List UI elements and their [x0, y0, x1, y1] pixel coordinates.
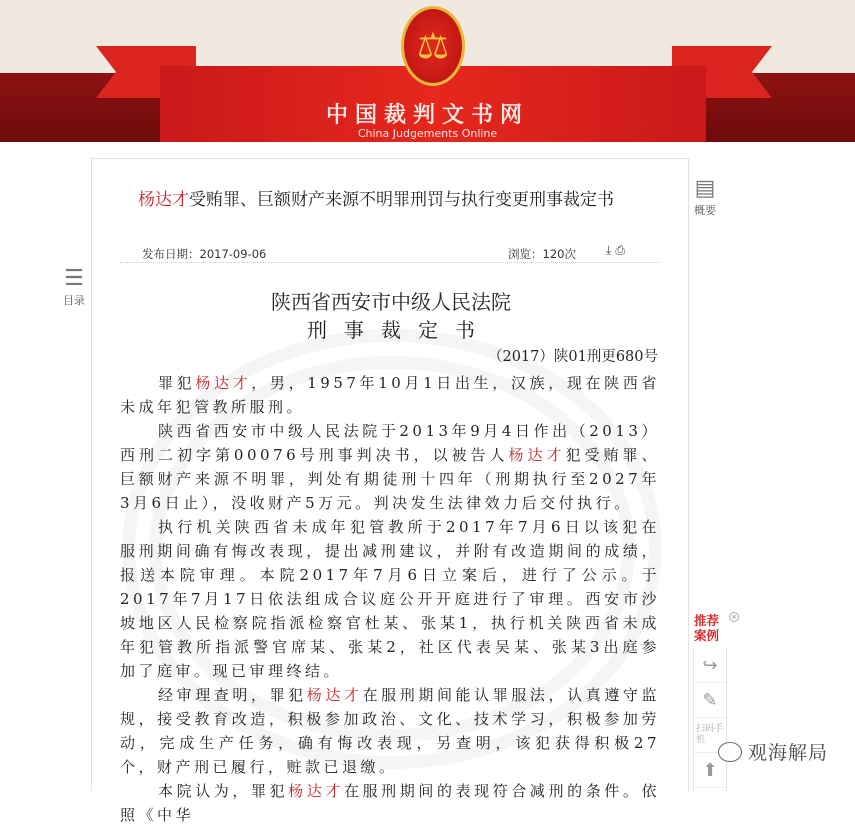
- document-panel: [91, 158, 689, 824]
- wechat-watermark: [718, 738, 828, 765]
- paragraph: [120, 515, 660, 683]
- document-title: [138, 185, 614, 210]
- download-icon[interactable]: ⤓: [606, 243, 616, 257]
- site-name[interactable]: 中国裁判文书网: [325, 103, 529, 128]
- recommended-cases-button[interactable]: 推荐案例: [694, 613, 720, 643]
- site-name-en: China Judgements Online: [357, 127, 498, 140]
- document-meta: [120, 245, 660, 263]
- title-text: 受贿罪、巨额财产来源不明罪刑罚与执行变更刑事裁定书: [189, 190, 614, 210]
- scan-mobile-button[interactable]: 扫码手机: [694, 718, 726, 753]
- site-header: [0, 0, 855, 142]
- view-count: 浏览：120次: [508, 247, 576, 261]
- pencil-icon[interactable]: ✎: [694, 683, 726, 718]
- title-defendant-name: 杨达才: [138, 190, 189, 210]
- text: 罪犯: [158, 374, 196, 392]
- document-body: [120, 371, 660, 827]
- print-icon[interactable]: ⎙: [615, 243, 629, 257]
- paragraph: [120, 683, 660, 779]
- document-icon: ▤: [694, 176, 716, 201]
- toc-button[interactable]: [58, 266, 90, 308]
- defendant-name: 杨达才: [306, 686, 363, 704]
- defendant-name: 杨达才: [195, 374, 252, 392]
- case-number: （2017）陕01刑更680号: [487, 349, 658, 365]
- back-to-top-icon[interactable]: ⬆: [694, 753, 726, 788]
- paragraph: [120, 371, 660, 419]
- close-icon[interactable]: ×: [729, 612, 739, 622]
- document-type: 刑事裁定书: [307, 318, 492, 342]
- summary-button[interactable]: [689, 176, 721, 218]
- text: 经审理查明，罪犯: [158, 686, 307, 704]
- text: 执行机关陕西省未成年犯管教所于2017年7月6日以该犯在服刑期间确有悔改表现，提出减刑建议，并附有改造期间的成绩，报送本院审理。本院2017年7月6日立案后，进行了公示。于2017年7月17日依法组成合议庭公开开庭进行了审理。西安市沙坡地区人民检察院指派检察官杜某、张某1，执行机关陕西省未成年犯管教所指派警官席某、张某2，社区代表吴某、张某3出庭参加了庭审。现已审理终结。: [120, 518, 660, 680]
- publish-date: 发布日期：2017-09-06: [142, 247, 267, 261]
- defendant-name: 杨达才: [508, 446, 566, 464]
- toc-label: 目录: [63, 294, 85, 307]
- paragraph: [120, 419, 660, 515]
- text: 本院认为，罪犯: [158, 782, 289, 800]
- share-icon[interactable]: ↪: [694, 648, 726, 683]
- watermark-text: 观海解局: [748, 742, 829, 764]
- court-name: 陕西省西安市中级人民法院: [271, 290, 511, 314]
- wechat-icon: [718, 742, 742, 762]
- paragraph: [120, 779, 660, 827]
- text: 在服刑期间能认罪服法，认真遵守监规，接受教育改造，积极参加政治、文化、技术学习，积极参加劳动，完成生产任务，确有悔改表现，另查明，该犯获得积极27个，财产刑已履行，赃款已退缴。: [120, 686, 660, 776]
- text: 犯受贿罪、巨额财产来源不明罪，判处有期徒刑十四年（刑期执行至2027年3月6日止），没收财产5万元。判决发生法律效力后交付执行。: [120, 446, 660, 512]
- defendant-name: 杨达才: [288, 782, 344, 800]
- text: 在服刑期间的表现符合减刑的条件。依照《中华: [120, 782, 660, 824]
- list-icon: ☰: [64, 266, 84, 291]
- toolbar: [693, 648, 727, 791]
- text: ，男，1957年10月1日出生，汉族，现在陕西省未成年犯管教所服刑。: [120, 374, 660, 416]
- court-emblem-icon[interactable]: ⚖: [401, 6, 465, 86]
- text: 陕西省西安市中级人民法院于2013年9月4日作出（2013）西刑二初字第00076号刑事判决书，以被告人: [120, 422, 660, 464]
- summary-label: 概要: [694, 204, 716, 217]
